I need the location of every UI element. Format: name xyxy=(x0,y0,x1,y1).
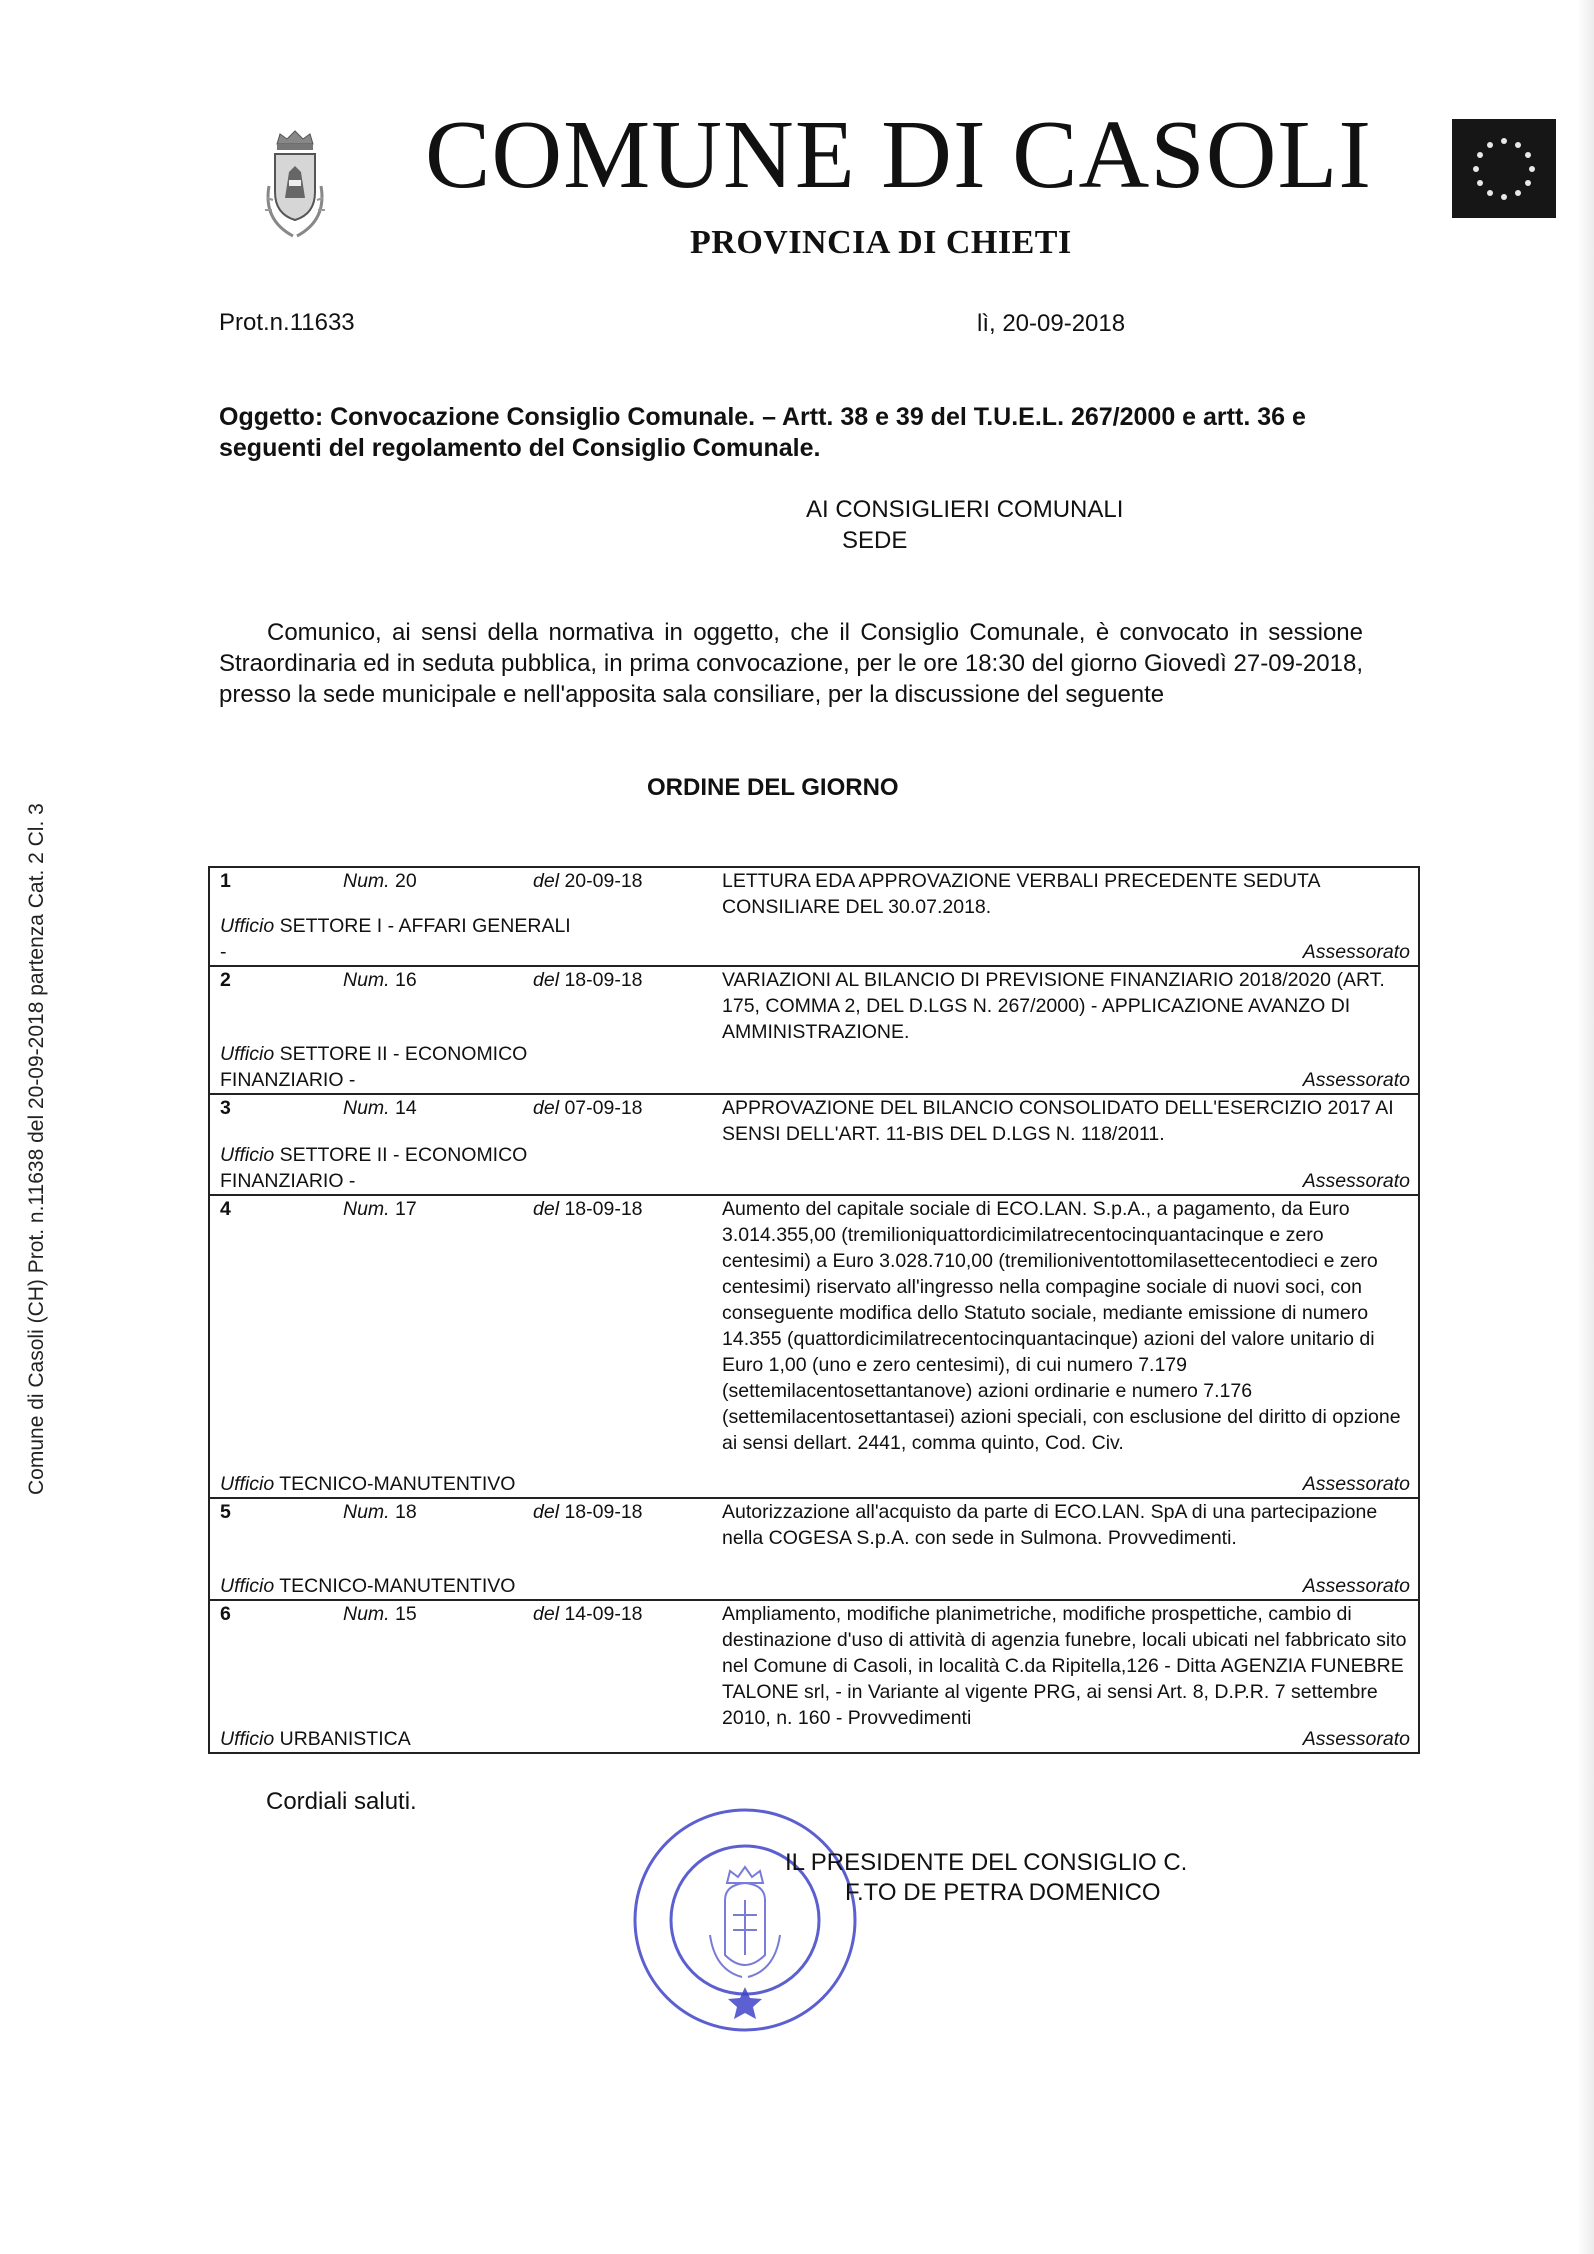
assessorato-label: Assessorato xyxy=(1302,1170,1410,1192)
agenda-row xyxy=(210,1095,1418,1196)
agenda-date: 20-09-18 xyxy=(564,870,643,892)
agenda-heading: ORDINE DEL GIORNO xyxy=(647,774,899,801)
num-label: Num. xyxy=(343,870,390,892)
protocol-number: Prot.n.11633 xyxy=(219,309,355,336)
agenda-description: Ampliamento, modifiche planimetriche, modifiche prospettiche, cambio di destinazione d'uso di attività di agenzia funebre, locali ubicati nel fabbricato sito nel Comune di Casoli, in località C.da Ripitella,126 - Ditta AGENZIA FUNEBRE TALONE srl, - in Variante al vigente PRG, ai sensi Art. 8, D.P.R. 7 settembre 2010, n. 160 - Provvedimenti xyxy=(722,1603,1407,1729)
agenda-date: 14-09-18 xyxy=(564,1603,643,1625)
agenda-ufficio: URBANISTICA xyxy=(279,1728,411,1750)
agenda-num: 17 xyxy=(395,1198,417,1220)
ufficio-label: Ufficio xyxy=(220,1043,275,1065)
del-label: del xyxy=(533,1097,560,1119)
eu-flag-icon xyxy=(1452,119,1556,218)
agenda-ufficio: SETTORE II - ECONOMICO FINANZIARIO - xyxy=(220,1144,528,1192)
assessorato-label: Assessorato xyxy=(1302,1069,1410,1091)
agenda-index: 1 xyxy=(220,870,231,892)
num-label: Num. xyxy=(343,969,390,991)
recipients xyxy=(806,494,1123,556)
agenda-ufficio: TECNICO-MANUTENTIVO xyxy=(279,1575,516,1597)
agenda-row xyxy=(210,1601,1418,1752)
agenda-date: 18-09-18 xyxy=(564,1501,643,1523)
agenda-description: APPROVAZIONE DEL BILANCIO CONSOLIDATO DELL'ESERCIZIO 2017 AI SENSI DELL'ART. 11-BIS DEL D.LGS N. 118/2011. xyxy=(722,1097,1394,1145)
agenda-index: 4 xyxy=(220,1198,231,1220)
num-label: Num. xyxy=(343,1097,390,1119)
agenda-row xyxy=(210,868,1418,967)
agenda-date: 07-09-18 xyxy=(564,1097,643,1119)
agenda-index: 3 xyxy=(220,1097,231,1119)
agenda-ufficio: TECNICO-MANUTENTIVO xyxy=(279,1473,516,1495)
assessorato-label: Assessorato xyxy=(1302,1473,1410,1495)
agenda-description: Aumento del capitale sociale di ECO.LAN. S.p.A., a pagamento, da Euro 3.014.355,00 (tremilioniquattordicimilatrecentocinquantacinque e zero centesimi) a Euro 3.028.710,00 (tremilioniventottomilasettecentodieci e zero centesimi) riservato all'ingresso nella compagine sociale di nuovi soci, con conseguente modifica dello Statuto sociale, mediante emissione di numero 14.355 (quattordicimilatrecentocinquantacinque) azioni del valore unitario di Euro 1,00 (uno e zero centesimi), di cui numero 7.179 (settemilacentosettantanove) azioni ordinarie e numero 7.176 (settemilacentosettantasei) azioni speciali, con esclusione del diritto di opzione ai sensi dellart. 2441, comma quinto, Cod. Civ. xyxy=(722,1198,1401,1454)
agenda-table xyxy=(208,866,1420,1754)
agenda-num: 14 xyxy=(395,1097,417,1119)
ufficio-label: Ufficio xyxy=(220,1575,275,1597)
recipients-line: SEDE xyxy=(842,527,908,554)
agenda-num: 15 xyxy=(395,1603,417,1625)
ufficio-label: Ufficio xyxy=(220,1144,275,1166)
assessorato-label: Assessorato xyxy=(1302,1575,1410,1597)
agenda-date: 18-09-18 xyxy=(564,969,643,991)
agenda-description: VARIAZIONI AL BILANCIO DI PREVISIONE FINANZIARIO 2018/2020 (ART. 175, COMMA 2, DEL D.LGS N. 267/2000) - APPLICAZIONE AVANZO DI AMMINISTRAZIONE. xyxy=(722,969,1385,1043)
scan-edge xyxy=(1577,0,1594,2254)
agenda-date: 18-09-18 xyxy=(564,1198,643,1220)
del-label: del xyxy=(533,1501,560,1523)
agenda-row xyxy=(210,967,1418,1095)
protocol-side-note: Comune di Casoli (CH) Prot. n.11638 del 20-09-2018 partenza Cat. 2 Cl. 3 xyxy=(25,803,48,1495)
num-label: Num. xyxy=(343,1198,390,1220)
agenda-num: 18 xyxy=(395,1501,417,1523)
municipal-crest-icon xyxy=(255,128,335,253)
signature-name: F.TO DE PETRA DOMENICO xyxy=(845,1879,1161,1906)
page-title: COMUNE DI CASOLI xyxy=(425,101,1372,209)
recipients-line: AI CONSIGLIERI COMUNALI xyxy=(806,496,1124,523)
agenda-ufficio: SETTORE II - ECONOMICO FINANZIARIO - xyxy=(220,1043,528,1091)
assessorato-label: Assessorato xyxy=(1302,1728,1410,1750)
official-seal-icon xyxy=(630,1805,860,2035)
signature-title: IL PRESIDENTE DEL CONSIGLIO C. xyxy=(785,1849,1188,1876)
closing-text: Cordiali saluti. xyxy=(266,1788,417,1815)
body-paragraph: Comunico, ai sensi della normativa in oggetto, che il Consiglio Comunale, è convocato in sessione Straordinaria ed in seduta pubblica, in prima convocazione, per le ore 18:30 del giorno Giovedì 27-09-2018, presso la sede municipale e nell'apposita sala consiliare, per la discussione del seguente xyxy=(219,619,1363,708)
del-label: del xyxy=(533,1603,560,1625)
agenda-num: 16 xyxy=(395,969,417,991)
ufficio-label: Ufficio xyxy=(220,1728,275,1750)
document-date: lì, 20-09-2018 xyxy=(977,310,1126,337)
ufficio-label: Ufficio xyxy=(220,1473,275,1495)
agenda-index: 6 xyxy=(220,1603,231,1625)
assessorato-label: Assessorato xyxy=(1302,941,1410,963)
signature-block xyxy=(785,1848,1187,1908)
agenda-num: 20 xyxy=(395,870,417,892)
subject-line: Oggetto: Convocazione Consiglio Comunale. – Artt. 38 e 39 del T.U.E.L. 267/2000 e artt. 36 e seguenti del regolamento del Consiglio Comunale. xyxy=(219,403,1306,462)
agenda-index: 2 xyxy=(220,969,231,991)
agenda-row xyxy=(210,1196,1418,1499)
ufficio-label: Ufficio xyxy=(220,915,275,937)
num-label: Num. xyxy=(343,1501,390,1523)
del-label: del xyxy=(533,969,560,991)
agenda-ufficio: SETTORE I - AFFARI GENERALI - xyxy=(220,915,571,963)
agenda-index: 5 xyxy=(220,1501,231,1523)
page-subtitle: PROVINCIA DI CHIETI xyxy=(690,224,1072,261)
num-label: Num. xyxy=(343,1603,390,1625)
del-label: del xyxy=(533,870,560,892)
agenda-description: Autorizzazione all'acquisto da parte di ECO.LAN. SpA di una partecipazione nella COGESA S.p.A. con sede in Sulmona. Provvedimenti. xyxy=(722,1501,1378,1549)
agenda-row xyxy=(210,1499,1418,1601)
agenda-description: LETTURA EDA APPROVAZIONE VERBALI PRECEDENTE SEDUTA CONSILIARE DEL 30.07.2018. xyxy=(722,870,1320,918)
del-label: del xyxy=(533,1198,560,1220)
